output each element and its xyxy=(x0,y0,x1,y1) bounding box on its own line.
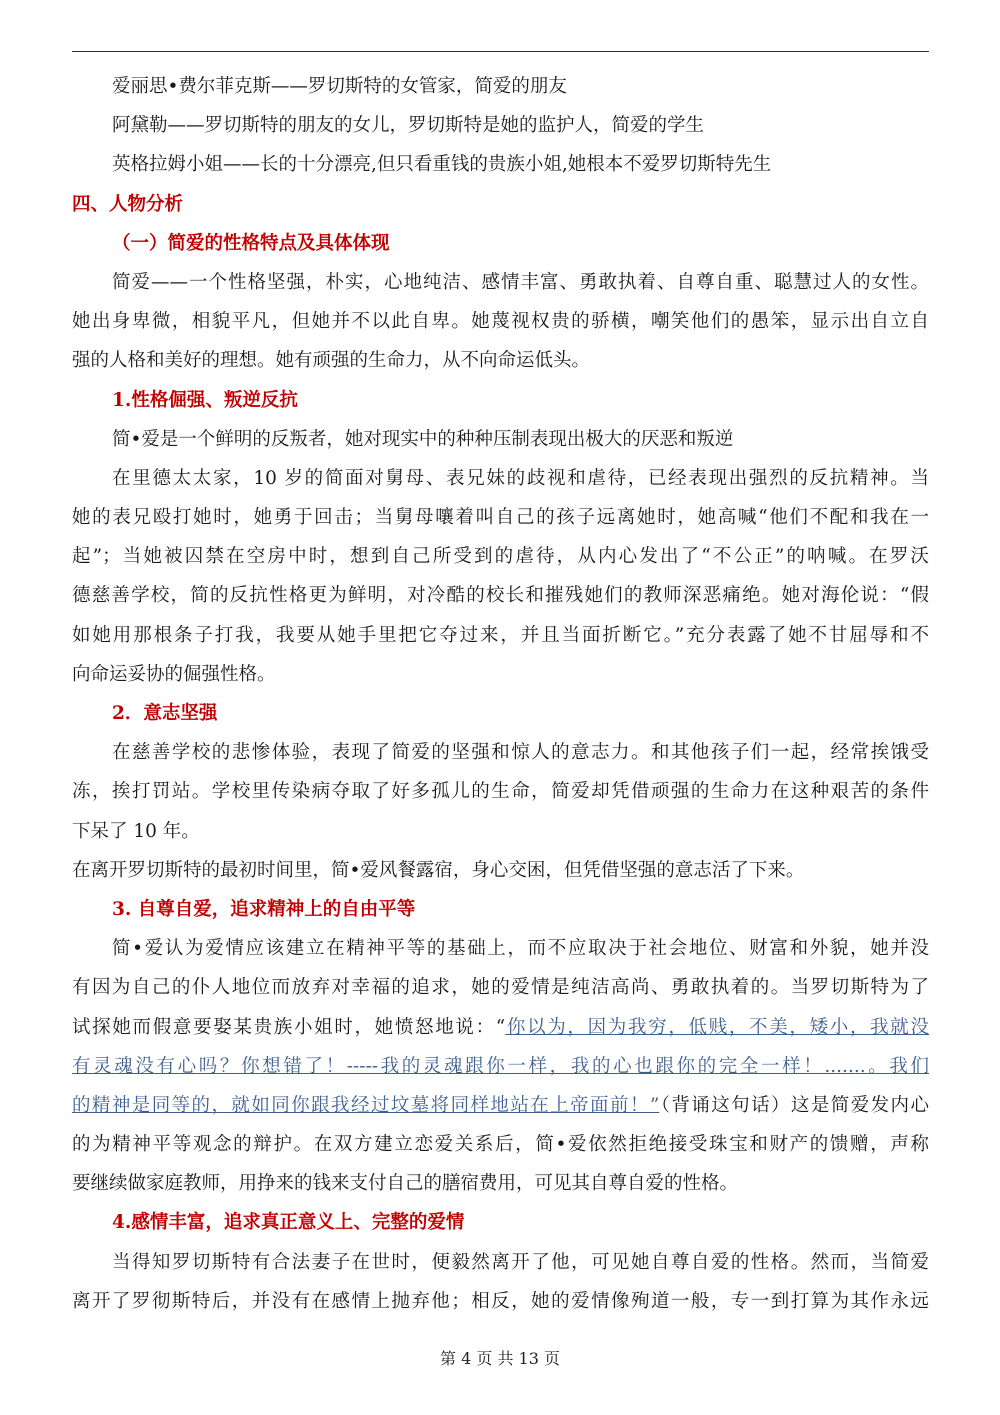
section-heading xyxy=(72,185,929,224)
text-line xyxy=(72,1047,929,1086)
section-heading xyxy=(72,381,929,420)
text-segment: 在慈善学校的悲惨体验，表现了简爱的坚强和惊人的意志力。和其他孩子们一起，经常挨饿受 xyxy=(112,742,929,764)
text-segment: 的为精神平等观念的辩护。在双方建立恋爱关系后，简•爱依然拒绝接受珠宝和财产的馈赠，声称 xyxy=(72,1134,929,1156)
text-segment: 强的人格和美好的理想。她有顽强的生命力，从不向命运低头。 xyxy=(72,350,591,372)
text-line xyxy=(72,420,929,459)
text-segment: 爱丽思•费尔菲克斯——罗切斯特的女管家，简爱的朋友 xyxy=(112,76,567,97)
text-line xyxy=(72,498,929,537)
text-segment: 离开了罗彻斯特后，并没有在感情上抛弃他；相反，她的爱情像殉道一般，专一到打算为其作永远 xyxy=(72,1290,929,1312)
document-body xyxy=(72,67,929,1321)
text-segment: 在离开罗切斯特的最初时间里，简•爱风餐露宿，身心交困，但凭借坚强的意志活了下来。 xyxy=(72,859,805,881)
section-heading xyxy=(72,694,929,733)
text-segment: 2．意志坚强 xyxy=(112,703,218,724)
section-heading xyxy=(72,890,929,929)
text-line xyxy=(72,537,929,576)
text-line xyxy=(72,576,929,615)
text-segment: 冻，挨打罚站。学校里传染病夺取了好多孤儿的生命，简爱却凭借顽强的生命力在这种艰苦的条件 xyxy=(72,781,929,803)
text-line xyxy=(72,968,929,1007)
text-segment: 3. 自尊自爱，追求精神上的自由平等 xyxy=(112,898,416,920)
text-segment: 简•爱是一个鲜明的反叛者，她对现实中的种种压制表现出极大的厌恶和叛逆 xyxy=(112,428,734,450)
text-line xyxy=(72,106,929,145)
text-line xyxy=(72,812,929,851)
text-line xyxy=(72,772,929,811)
text-segment: 4.感情丰富，追求真正意义上、完整的爱情 xyxy=(112,1212,465,1234)
underlined-quote: 你以为，因为我穷，低贱，不美，矮小，我就没 xyxy=(505,1016,929,1038)
text-segment: 试探她而假意要娶某贵族小姐时，她愤怒地说：“ xyxy=(72,1016,506,1038)
text-line xyxy=(72,1086,929,1125)
text-segment: 她的表兄殴打她时，她勇于回击；当舅母嚷着叫自己的孩子远离她时，她高喊“他们不配和我在一 xyxy=(72,507,929,529)
section-heading xyxy=(72,1203,929,1242)
text-line xyxy=(72,263,929,302)
text-line xyxy=(72,1125,929,1164)
page-footer: 第 4 页 共 13 页 xyxy=(440,1349,560,1368)
text-segment: 德慈善学校，简的反抗性格更为鲜明，对冷酷的校长和摧残她们的教师深恶痛绝。她对海伦说：“假 xyxy=(72,585,929,607)
text-line xyxy=(72,341,929,380)
text-line xyxy=(72,1008,929,1047)
text-line xyxy=(72,851,929,890)
underlined-quote: 的精神是同等的，就如同你跟我经过坟墓将同样地站在上帝面前！” xyxy=(72,1094,660,1116)
underlined-quote: 有灵魂没有心吗？你想错了！-----我的灵魂跟你一样，我的心也跟你的完全一样！.......。我们 xyxy=(72,1055,929,1077)
text-line xyxy=(72,929,929,968)
text-line xyxy=(72,145,929,184)
text-line xyxy=(72,655,929,694)
text-line xyxy=(72,1243,929,1282)
text-line xyxy=(72,616,929,655)
text-segment: （一）简爱的性格特点及具体体现 xyxy=(112,232,390,254)
text-segment: 当得知罗切斯特有合法妻子在世时，便毅然离开了他，可见她自尊自爱的性格。然而，当简爱 xyxy=(112,1251,929,1273)
text-segment: 四、人物分析 xyxy=(72,193,184,215)
text-segment: 简爱——一个性格坚强，朴实，心地纯洁、感情丰富、勇敢执着、自尊自重、聪慧过人的女性。 xyxy=(112,271,929,293)
text-line xyxy=(72,1164,929,1203)
header-rule xyxy=(72,51,929,52)
text-line xyxy=(72,302,929,341)
text-segment: 在里德太太家，10 岁的简面对舅母、表兄妹的歧视和虐待，已经表现出强烈的反抗精神。当 xyxy=(112,467,929,489)
text-segment: 起”；当她被囚禁在空房中时，想到自己所受到的虐待，从内心发出了“不公正”的呐喊。在罗沃 xyxy=(72,546,929,568)
text-segment: 下呆了 10 年。 xyxy=(72,820,200,842)
text-line xyxy=(72,1282,929,1321)
text-line xyxy=(72,67,929,106)
text-segment: 有因为自己的仆人地位而放弃对幸福的追求，她的爱情是纯洁高尚、勇敢执着的。当罗切斯特为了 xyxy=(72,977,929,999)
text-segment: 英格拉姆小姐——长的十分漂亮,但只看重钱的贵族小姐,她根本不爱罗切斯特先生 xyxy=(112,154,772,176)
text-segment: 简•爱认为爱情应该建立在精神平等的基础上，而不应取决于社会地位、财富和外貌，她并没 xyxy=(112,938,929,960)
text-segment: 如她用那根条子打我，我要从她手里把它夺过来，并且当面折断它。”充分表露了她不甘屈辱和不 xyxy=(72,624,929,646)
text-segment: 要继续做家庭教师，用挣来的钱来支付自己的膳宿费用，可见其自尊自爱的性格。 xyxy=(72,1173,739,1195)
text-segment: 她出身卑微，相貌平凡，但她并不以此自卑。她蔑视权贵的骄横，嘲笑他们的愚笨，显示出自立自 xyxy=(72,311,929,333)
text-segment: 阿黛勒——罗切斯特的朋友的女儿，罗切斯特是她的监护人，简爱的学生 xyxy=(112,115,705,137)
text-segment: （背诵这句话）这是简爱发内心 xyxy=(659,1094,929,1116)
section-heading xyxy=(72,224,929,263)
text-segment: 向命运妥协的倔强性格。 xyxy=(72,663,276,685)
text-segment: 1.性格倔强、叛逆反抗 xyxy=(112,389,298,411)
text-line xyxy=(72,733,929,772)
text-line xyxy=(72,459,929,498)
